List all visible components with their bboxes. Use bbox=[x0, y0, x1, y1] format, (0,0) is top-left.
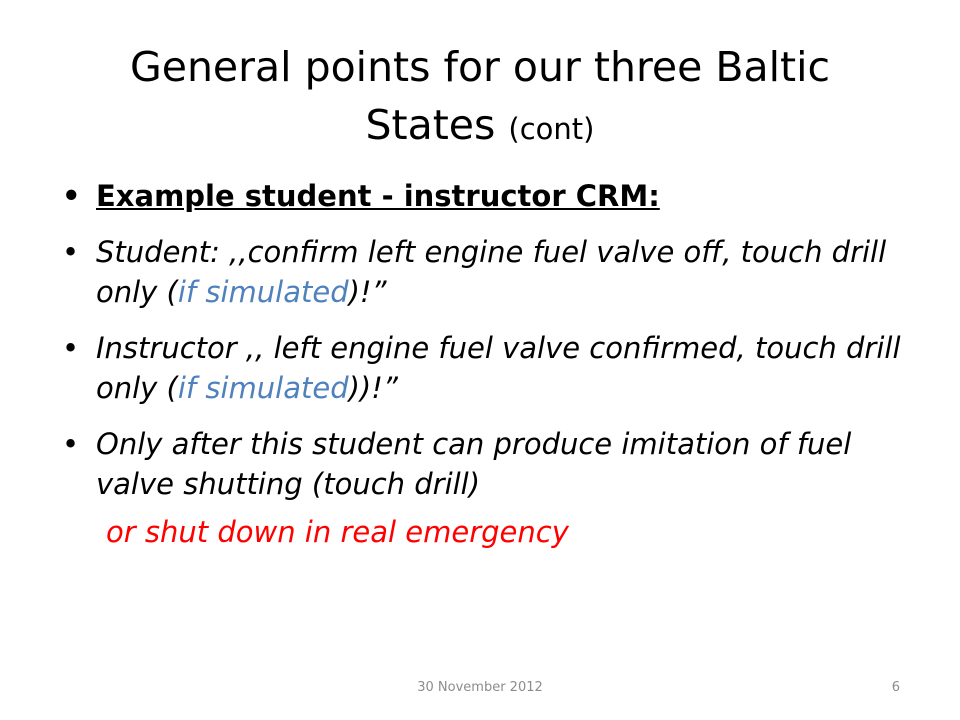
student-text-before: Student: ,,confirm left engine fuel valve off, touch drill only ( bbox=[96, 235, 887, 309]
bullet-instructor bbox=[62, 328, 922, 408]
title-suffix: (cont) bbox=[508, 112, 595, 146]
emergency-text: or shut down in real emergency bbox=[106, 515, 569, 549]
bullet-list bbox=[62, 176, 922, 552]
only-after-text: Only after this student can produce imitation of fuel valve shutting (touch drill) bbox=[96, 427, 852, 501]
instructor-text-before: Instructor ,, left engine fuel valve confirmed, touch drill only ( bbox=[96, 331, 901, 405]
heading-text: Example student - instructor CRM: bbox=[96, 179, 660, 213]
bullet-heading bbox=[62, 176, 922, 216]
student-text-after: )!” bbox=[348, 275, 387, 309]
slide-title bbox=[60, 38, 900, 158]
title-main: General points for our three Baltic States bbox=[129, 43, 831, 149]
bullet-only-after bbox=[62, 424, 922, 504]
page-number: 6 bbox=[891, 680, 900, 695]
student-highlight: if simulated bbox=[177, 275, 349, 309]
instructor-text-after: ))!” bbox=[348, 371, 398, 405]
instructor-highlight: if simulated bbox=[177, 371, 349, 405]
footer-date: 30 November 2012 bbox=[417, 680, 543, 695]
emergency-line bbox=[62, 512, 922, 552]
bullet-student bbox=[62, 232, 922, 312]
